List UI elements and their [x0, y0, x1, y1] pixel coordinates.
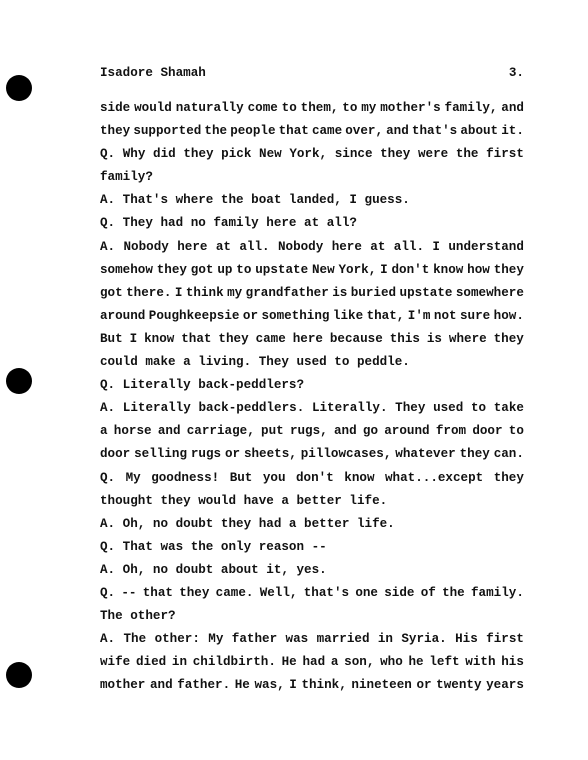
- transcript-line: wife died in childbirth. He had a son, who he left with his: [100, 655, 524, 670]
- page-header: [100, 66, 524, 84]
- transcript-line: A. Oh, no doubt they had a better life.: [100, 516, 395, 531]
- transcript-line: Q. That was the only reason --: [100, 539, 327, 554]
- transcript-line: But I know that they came here because this is where they: [100, 331, 524, 346]
- transcript-line: somehow they got up to upstate New York, I don't know how they: [100, 262, 524, 277]
- transcript-line: could make a living. They used to peddle.: [100, 355, 410, 370]
- transcript-line: family?: [100, 170, 153, 185]
- binder-hole: [6, 368, 32, 394]
- transcript-line: thought they would have a better life.: [100, 493, 388, 508]
- transcript-line: side would naturally come to them, to my mother's family, and: [100, 101, 524, 115]
- transcript-line: A. The other: My father was married in Syria. His first: [100, 632, 524, 647]
- page-number: 3.: [508, 66, 524, 80]
- transcript-line: mother and father. He was, I think, nineteen or twenty years: [100, 678, 524, 693]
- transcript-line: Q. Why did they pick New York, since they were the first: [100, 147, 524, 162]
- transcript-line: Q. My goodness! But you don't know what...except they: [100, 470, 524, 485]
- transcript-line: around Poughkeepsie or something like that, I'm not sure how.: [100, 308, 524, 323]
- binder-hole: [6, 75, 32, 101]
- transcript-line: A. Literally back-peddlers. Literally. They used to take: [100, 401, 524, 416]
- transcript-line: A. Oh, no doubt about it, yes.: [100, 562, 327, 577]
- transcript-line: A. Nobody here at all. Nobody here at all. I understand: [100, 239, 524, 254]
- transcript-line: The other?: [100, 609, 176, 624]
- transcript-line: a horse and carriage, put rugs, and go around from door to: [100, 424, 524, 439]
- transcript-line: Q. They had no family here at all?: [100, 216, 357, 231]
- transcript-line: A. That's where the boat landed, I guess.: [100, 193, 410, 208]
- transcript-line: they supported the people that came over, and that's about it.: [100, 124, 524, 139]
- interviewee-name: Isadore Shamah: [100, 66, 206, 80]
- transcript-line: Q. -- that they came. Well, that's one side of the family.: [100, 585, 524, 600]
- transcript-line: got there. I think my grandfather is buried upstate somewhere: [100, 285, 524, 300]
- transcript-body: [100, 97, 524, 697]
- binder-hole: [6, 662, 32, 688]
- transcript-line: Q. Literally back-peddlers?: [100, 378, 305, 393]
- transcript-line: door selling rugs or sheets, pillowcases, whatever they can.: [100, 447, 524, 462]
